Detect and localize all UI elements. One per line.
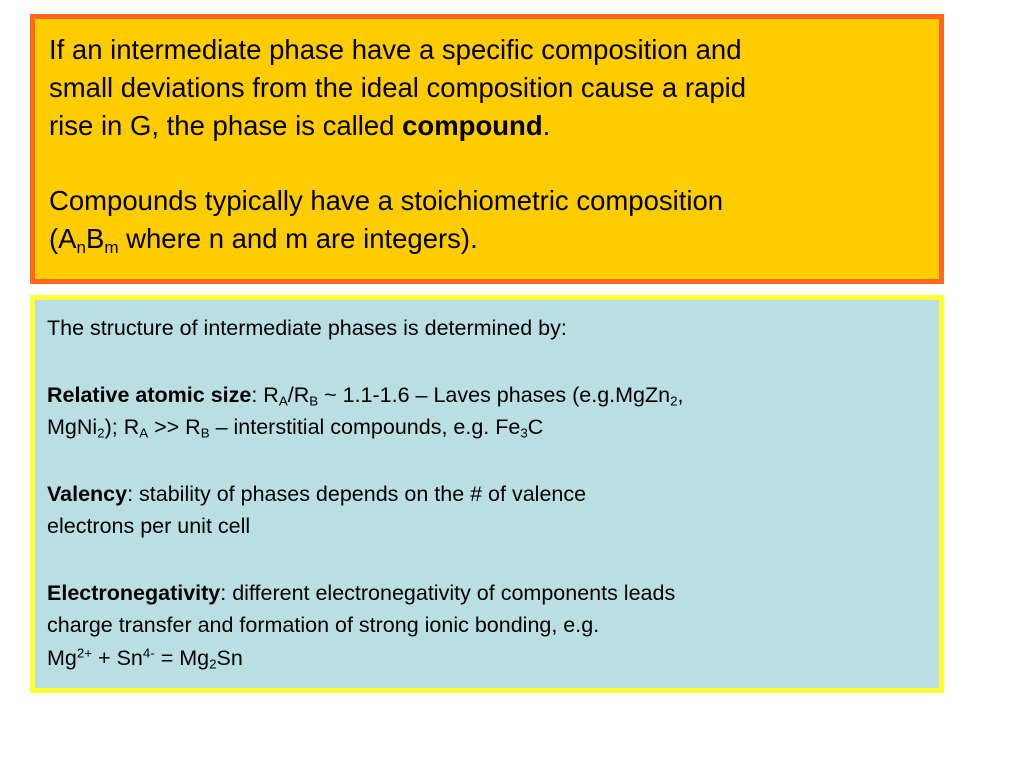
text-span: = Mg (154, 645, 210, 670)
text-span: Sn (216, 645, 243, 670)
compound-definition-text (35, 19, 939, 258)
text-span: – interstitial compounds, e.g. Fe (209, 415, 521, 439)
valency-line (47, 510, 939, 543)
compound-definition-box (30, 14, 944, 284)
subscript: 2 (209, 656, 217, 672)
text-span: charge transfer and formation of strong ionic bonding, e.g. (47, 613, 600, 637)
text-span: where n and m are integers). (118, 223, 478, 254)
text-span: rise in G, the phase is called (49, 110, 403, 141)
subscript: B (200, 425, 210, 441)
text-span: electrons per unit cell (47, 514, 251, 538)
text-line (49, 69, 939, 107)
atomic-size-heading: Relative atomic size (47, 382, 252, 407)
text-span: Mg (47, 645, 77, 670)
text-span: : different electronegativity of components leads (220, 580, 676, 605)
text-line (49, 31, 939, 69)
text-span: The structure of intermediate phases is determined by: (47, 316, 567, 340)
subscript: B (309, 393, 319, 409)
text-span: : stability of phases depends on the # of valence (127, 481, 587, 506)
atomic-size-line (47, 379, 939, 412)
subscript: A (278, 393, 288, 409)
valency-line (47, 478, 939, 511)
text-span: small deviations from the ideal composition cause a rapid (49, 72, 747, 103)
valency-heading: Valency (47, 481, 128, 506)
electronegativity-line (47, 609, 939, 642)
text-line (49, 220, 939, 258)
compound-term: compound (402, 110, 543, 141)
text-span: /R (287, 382, 310, 407)
intermediate-phases-text (35, 300, 939, 674)
subscript: A (139, 425, 149, 441)
text-span: , (677, 382, 684, 407)
text-span: Compounds typically have a stoichiometric composition (49, 185, 724, 216)
text-span: >> R (148, 415, 201, 439)
subscript: m (104, 237, 119, 257)
electronegativity-line (47, 577, 939, 610)
text-span: ~ 1.1-1.6 – Laves phases (e.g.MgZn (318, 382, 671, 407)
ionic-equation (47, 642, 939, 675)
superscript: 4- (142, 645, 155, 661)
text-span: B (85, 223, 105, 254)
subscript: 2 (670, 393, 678, 409)
subscript: n (76, 237, 86, 257)
text-line (49, 107, 939, 145)
text-span: + Sn (92, 645, 143, 670)
text-span: . (542, 110, 551, 141)
subscript: 2 (97, 425, 105, 441)
intermediate-phases-box (30, 295, 944, 693)
electronegativity-heading: Electronegativity (47, 580, 221, 605)
atomic-size-line (47, 411, 939, 444)
text-span: C (527, 415, 544, 439)
text-span: ); R (104, 415, 140, 439)
subscript: 3 (520, 425, 528, 441)
superscript: 2+ (76, 645, 93, 661)
text-span: MgNi (47, 415, 98, 439)
text-span: (A (49, 223, 77, 254)
text-span: If an intermediate phase have a specific composition and (49, 34, 742, 65)
text-span: : R (251, 382, 279, 407)
text-line (49, 182, 939, 220)
intro-line (47, 312, 939, 345)
